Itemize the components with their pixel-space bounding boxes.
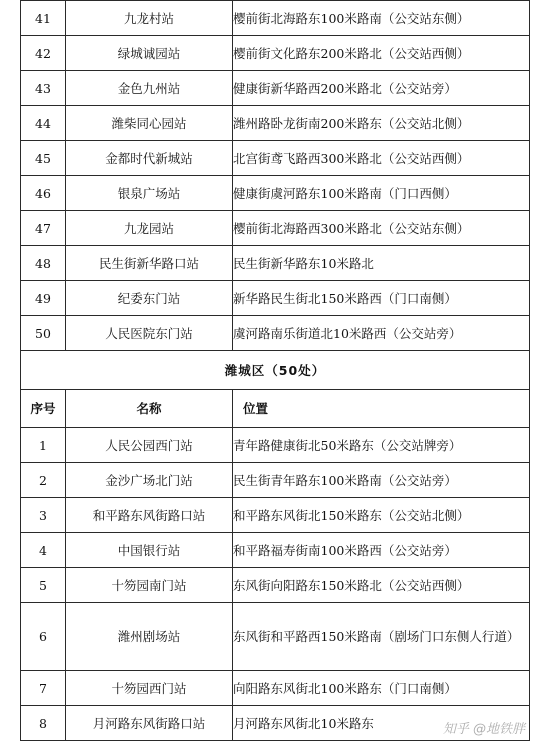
station-location: 健康街虞河路东100米路南（门口西侧）: [233, 176, 530, 211]
row-number: 45: [21, 141, 66, 176]
station-location: 北宫街鸢飞路西300米路北（公交站西侧）: [233, 141, 530, 176]
station-name: 九龙村站: [66, 1, 233, 36]
header-num: 序号: [21, 390, 66, 428]
station-name: 纪委东门站: [66, 281, 233, 316]
row-number: 2: [21, 463, 66, 498]
table-row: [21, 671, 530, 706]
station-location: 东风街和平路西150米路南（剧场门口东侧人行道）: [233, 603, 530, 671]
table-row: [21, 428, 530, 463]
station-table: [20, 0, 530, 741]
table-row: [21, 36, 530, 71]
table-row: [21, 176, 530, 211]
row-number: 6: [21, 603, 66, 671]
station-name: 人民公园西门站: [66, 428, 233, 463]
station-location: 和平路福寿街南100米路西（公交站旁）: [233, 533, 530, 568]
table-row: [21, 141, 530, 176]
section-title-block: [21, 351, 530, 428]
header-name: 名称: [66, 390, 233, 428]
station-location: 民生街新华路东10米路北: [233, 246, 530, 281]
row-number: 7: [21, 671, 66, 706]
table-row: [21, 1, 530, 36]
station-location: 樱前街北海路东100米路南（公交站东侧）: [233, 1, 530, 36]
table-row: [21, 568, 530, 603]
previous-section-rows: [21, 1, 530, 351]
station-location: 樱前街文化路东200米路北（公交站西侧）: [233, 36, 530, 71]
station-location: 和平路东风街北150米路东（公交站北侧）: [233, 498, 530, 533]
station-name: 金色九州站: [66, 71, 233, 106]
station-location: 青年路健康街北50米路东（公交站牌旁）: [233, 428, 530, 463]
station-location: 樱前街北海路西300米路北（公交站东侧）: [233, 211, 530, 246]
station-name: 潍柴同心园站: [66, 106, 233, 141]
table-row: [21, 211, 530, 246]
row-number: 43: [21, 71, 66, 106]
table-row: [21, 106, 530, 141]
row-number: 46: [21, 176, 66, 211]
row-number: 42: [21, 36, 66, 71]
table-row: [21, 71, 530, 106]
row-number: 3: [21, 498, 66, 533]
table-row: [21, 463, 530, 498]
station-name: 金沙广场北门站: [66, 463, 233, 498]
station-name: 民生街新华路口站: [66, 246, 233, 281]
station-name: 月河路东风街路口站: [66, 706, 233, 741]
table-row: [21, 316, 530, 351]
row-number: 8: [21, 706, 66, 741]
table-row: [21, 281, 530, 316]
table-row: [21, 533, 530, 568]
station-location: 健康街新华路西200米路北（公交站旁）: [233, 71, 530, 106]
station-location: 月河路东风街北10米路东: [233, 706, 530, 741]
row-number: 49: [21, 281, 66, 316]
table-row: [21, 246, 530, 281]
station-name: 九龙园站: [66, 211, 233, 246]
station-name: 人民医院东门站: [66, 316, 233, 351]
row-number: 48: [21, 246, 66, 281]
row-number: 5: [21, 568, 66, 603]
station-name: 十笏园西门站: [66, 671, 233, 706]
station-location: 新华路民生街北150米路西（门口南侧）: [233, 281, 530, 316]
watermark: 知乎 @地铁胖: [442, 722, 525, 737]
section-rows: [21, 428, 530, 741]
row-number: 41: [21, 1, 66, 36]
station-location: 虞河路南乐街道北10米路西（公交站旁）: [233, 316, 530, 351]
table-row: [21, 498, 530, 533]
row-number: 44: [21, 106, 66, 141]
station-location: 东风街向阳路东150米路北（公交站西侧）: [233, 568, 530, 603]
row-number: 47: [21, 211, 66, 246]
station-location: 民生街青年路东100米路南（公交站旁）: [233, 463, 530, 498]
station-name: 中国银行站: [66, 533, 233, 568]
station-name: 金都时代新城站: [66, 141, 233, 176]
row-number: 50: [21, 316, 66, 351]
table-row: [21, 603, 530, 671]
station-name: 银泉广场站: [66, 176, 233, 211]
row-number: 4: [21, 533, 66, 568]
station-location: 潍州路卧龙街南200米路东（公交站北侧）: [233, 106, 530, 141]
station-name: 潍州剧场站: [66, 603, 233, 671]
station-name: 绿城诚园站: [66, 36, 233, 71]
station-name: 和平路东风街路口站: [66, 498, 233, 533]
station-name: 十笏园南门站: [66, 568, 233, 603]
row-number: 1: [21, 428, 66, 463]
section-title: 潍城区（50处）: [21, 351, 530, 390]
header-location: 位置: [233, 390, 530, 428]
station-location: 向阳路东风街北100米路东（门口南侧）: [233, 671, 530, 706]
header-row: [21, 390, 530, 428]
